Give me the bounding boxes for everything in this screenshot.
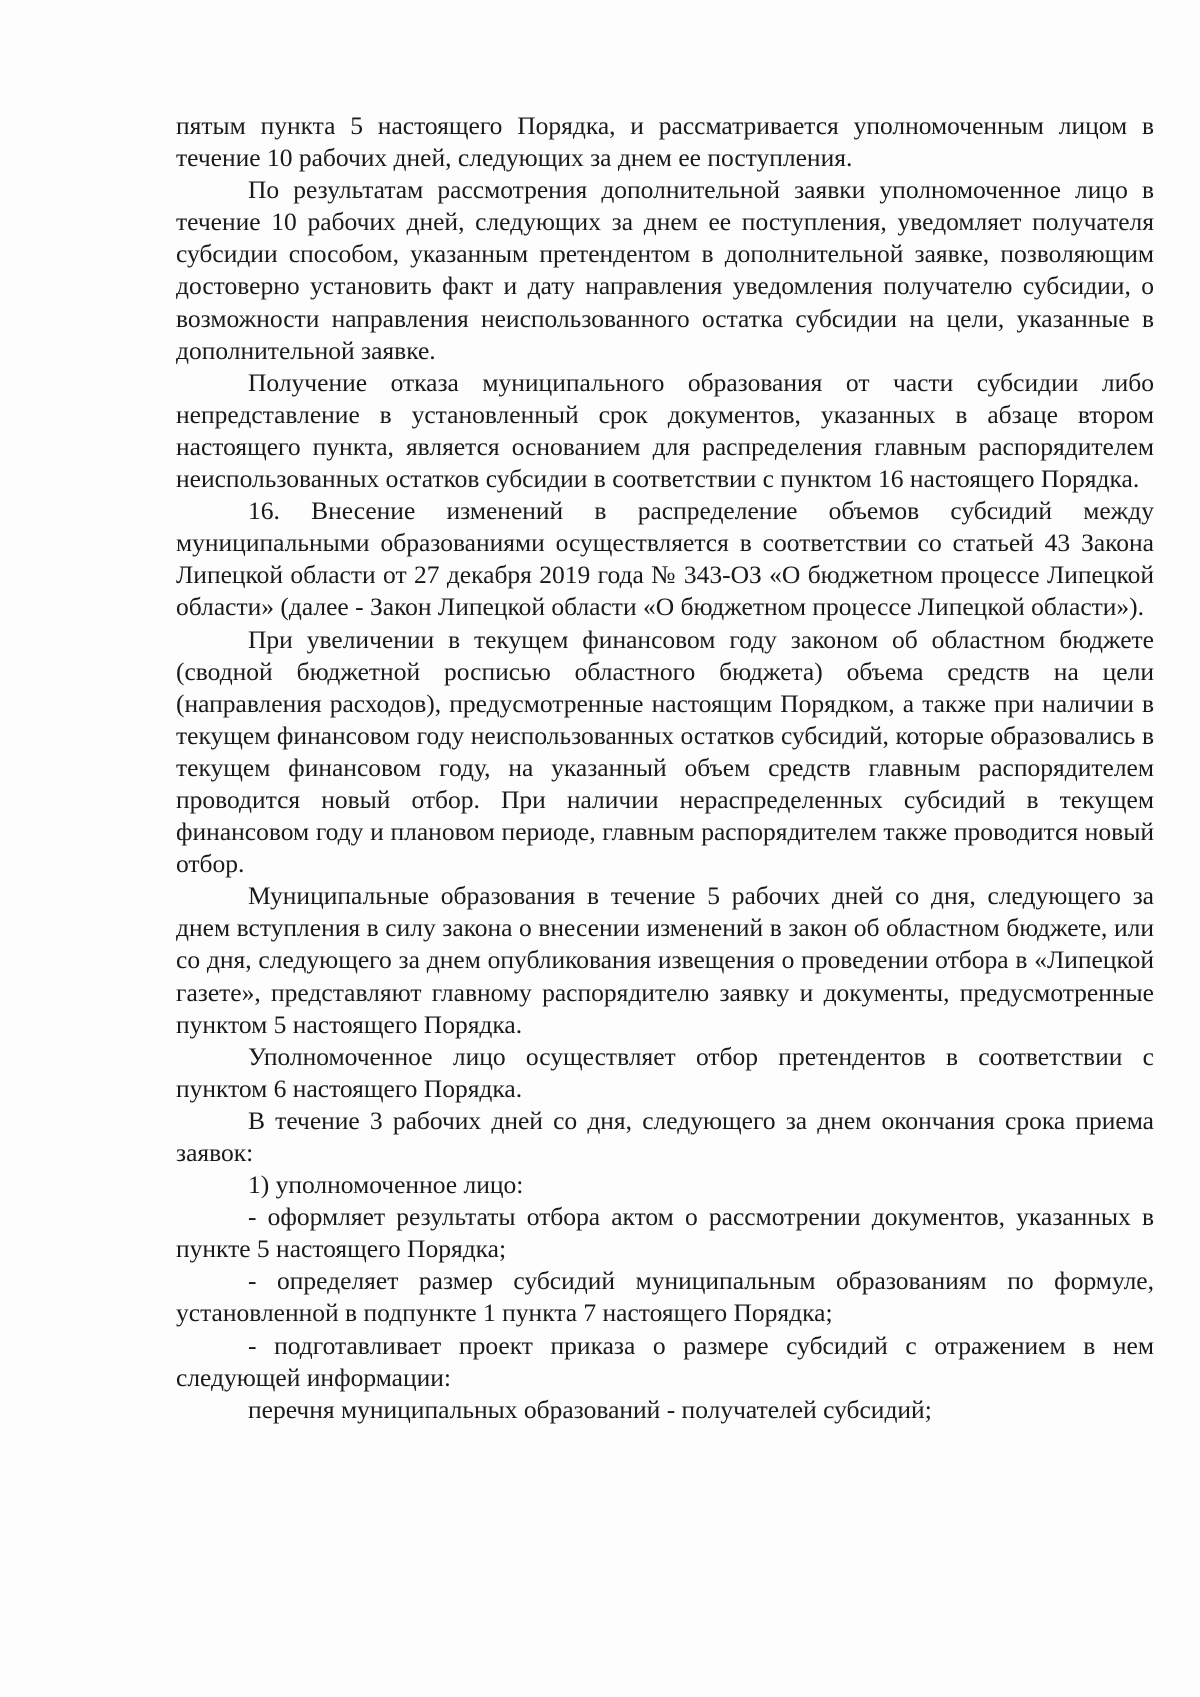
paragraph-additional-application-review: По результатам рассмотрения дополнительной заявки уполномоченное лицо в течение 10 рабочих дней, следующих за днем ее поступления, уведомляет получателя субсидии способом, указанным претендентом в дополнительной заявке, позволяющим достоверно установить факт и дату направления уведомления получателю субсидии, о возможности направления неиспользованного остатка субсидии на цели, указанные в дополнительной заявке. — [176, 175, 1154, 365]
paragraph-refusal-grounds: Получение отказа муниципального образования от части субсидии либо непредставление в установленный срок документов, указанных в абзаце втором настоящего пункта, является основанием для распределения главным распорядителем неиспользованных остатков субсидии в соответствии с пунктом 16 настоящего Порядка. — [176, 367, 1154, 494]
list-item-formula: - определяет размер субсидий муниципальным образованиям по формуле, установленной в подпункте 1 пункта 7 настоящего Порядка; — [176, 1266, 1154, 1328]
list-item-act: - оформляет результаты отбора актом о рассмотрении документов, указанных в пункте 5 настоящего Порядка; — [176, 1202, 1154, 1264]
document-body — [176, 110, 1154, 1426]
paragraph-municipal-applications: Муниципальные образования в течение 5 рабочих дней со дня, следующего за днем вступления в силу закона о внесении изменений в закон об областном бюджете, или со дня, следующего за днем опубликования извещения о проведении отбора в «Липецкой газете», представляют главному распорядителю заявку и документы, предусмотренные пунктом 5 настоящего Порядка. — [176, 881, 1154, 1039]
list-item-order-draft: - подготавливает проект приказа о размере субсидий с отражением в нем следующей информации: — [176, 1330, 1154, 1392]
paragraph-item-16: 16. Внесение изменений в распределение объемов субсидий между муниципальными образованиями осуществляется в соответствии со статьей 43 Закона Липецкой области от 27 декабря 2019 года № 343-ОЗ «О бюджетном процессе Липецкой области» (далее - Закон Липецкой области «О бюджетном процессе Липецкой области»). — [176, 496, 1154, 622]
paragraph-new-selection: При увеличении в текущем финансовом году законом об областном бюджете (сводной бюджетной росписью областного бюджета) объема средств на цели (направления расходов), предусмотренные настоящим Порядком, а также при наличии в текущем финансовом году неиспользованных остатков субсидий, которые образовались в текущем финансовом году, на указанный объем средств главным распорядителем проводится новый отбор. При наличии нераспределенных субсидий в текущем финансовом году и плановом периоде, главным распорядителем также проводится новый отбор. — [176, 624, 1154, 879]
paragraph-subitem-1: 1) уполномоченное лицо: — [248, 1170, 524, 1200]
paragraph-continuation: пятым пункта 5 настоящего Порядка, и рассматривается уполномоченным лицом в течение 10 рабочих дней, следующих за днем ее поступления. — [176, 111, 1154, 173]
list-item-recipients: перечня муниципальных образований - получателей субсидий; — [248, 1394, 932, 1424]
paragraph-three-days: В течение 3 рабочих дней со дня, следующего за днем окончания срока приема заявок: — [176, 1105, 1154, 1167]
paragraph-selection-procedure: Уполномоченное лицо осуществляет отбор претендентов в соответствии с пунктом 6 настоящего Порядка. — [176, 1041, 1154, 1103]
